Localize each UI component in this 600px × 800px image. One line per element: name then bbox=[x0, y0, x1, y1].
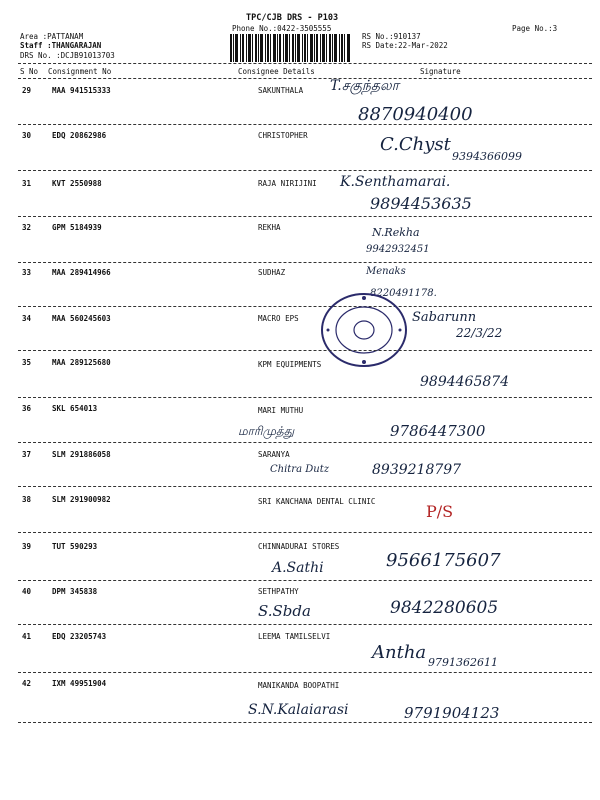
row-sno: 35 bbox=[22, 358, 32, 367]
column-sno: S No bbox=[20, 67, 39, 76]
row-signature: N.Rekha bbox=[372, 226, 420, 239]
row-consignee: CHRISTOPHER bbox=[258, 131, 308, 140]
row-divider bbox=[18, 124, 592, 125]
staff-label: Staff :THANGARAJAN bbox=[20, 41, 102, 50]
phone-number: Phone No.:0422-3505555 bbox=[232, 24, 332, 33]
row-signature: S.N.Kalaiarasi bbox=[248, 702, 349, 718]
row-handwritten-phone: 9894453635 bbox=[370, 194, 472, 213]
row-sno: 36 bbox=[22, 404, 32, 413]
row-handwritten-phone: 9791362611 bbox=[428, 656, 498, 669]
row-consignment: MAA 289125680 bbox=[52, 358, 111, 367]
row-consignee: SUDHAZ bbox=[258, 268, 286, 277]
document-title: TPC/CJB DRS - P103 bbox=[246, 13, 339, 23]
row-signature: T.சகுந்தலா bbox=[330, 78, 399, 94]
rs-date: RS Date:22-Mar-2022 bbox=[362, 41, 448, 50]
row-consignment: EDQ 20862986 bbox=[52, 131, 107, 140]
row-sno: 37 bbox=[22, 450, 32, 459]
row-consignment: KVT 2550988 bbox=[52, 179, 102, 188]
row-consignment: SLM 291886058 bbox=[52, 450, 111, 459]
row-divider bbox=[18, 580, 592, 581]
header-top-rule bbox=[18, 63, 592, 64]
row-handwritten-date: 22/3/22 bbox=[456, 326, 503, 340]
row-divider bbox=[18, 350, 592, 351]
column-signature: Signature bbox=[420, 67, 461, 76]
row-handwritten-phone: 9894465874 bbox=[420, 374, 510, 390]
row-signature: Menaks bbox=[366, 266, 406, 277]
row-handwritten-phone: 9786447300 bbox=[390, 422, 486, 440]
row-consignment: GPM 5184939 bbox=[52, 223, 102, 232]
row-handwritten-phone: 9566175607 bbox=[386, 550, 501, 571]
row-handwritten-phone: 8220491178. bbox=[370, 288, 437, 299]
row-handwritten-phone: 8939218797 bbox=[372, 462, 462, 478]
postal-stamp bbox=[318, 290, 410, 370]
row-sno: 34 bbox=[22, 314, 32, 323]
row-divider bbox=[18, 722, 592, 723]
row-sno: 41 bbox=[22, 632, 32, 641]
row-sno: 42 bbox=[22, 679, 32, 688]
row-sno: 32 bbox=[22, 223, 32, 232]
barcode bbox=[230, 34, 350, 62]
row-signature: Chitra Dutz bbox=[270, 464, 329, 475]
row-consignee: KPM EQUIPMENTS bbox=[258, 360, 322, 369]
row-handwritten-phone: 9942932451 bbox=[366, 244, 430, 255]
row-consignment: SKL 654013 bbox=[52, 404, 98, 413]
row-handwritten-phone: 9791904123 bbox=[404, 704, 500, 722]
row-sno: 38 bbox=[22, 495, 32, 504]
row-sno: 30 bbox=[22, 131, 32, 140]
row-sno: 39 bbox=[22, 542, 32, 551]
row-remark: P/S bbox=[426, 502, 454, 521]
row-consignment: EDQ 23205743 bbox=[52, 632, 107, 641]
row-divider bbox=[18, 397, 592, 398]
row-signature: S.Sbda bbox=[258, 602, 311, 620]
row-handwritten-phone: 9394366099 bbox=[452, 150, 522, 163]
header-bottom-rule bbox=[18, 78, 592, 79]
row-consignment: MAA 289414966 bbox=[52, 268, 111, 277]
row-divider bbox=[18, 624, 592, 625]
row-consignee: MARI MUTHU bbox=[258, 406, 304, 415]
row-consignee: LEEMA TAMILSELVI bbox=[258, 632, 331, 641]
row-handwritten-phone: 9842280605 bbox=[390, 598, 499, 618]
row-consignee: RAJA NIRIJINI bbox=[258, 179, 317, 188]
row-consignee: SARANYA bbox=[258, 450, 290, 459]
row-consignee: MANIKANDA BOOPATHI bbox=[258, 681, 340, 690]
row-consignee: SRI KANCHANA DENTAL CLINIC bbox=[258, 497, 376, 506]
column-consignment: Consignment No bbox=[48, 67, 112, 76]
row-handwritten-phone: 8870940400 bbox=[358, 104, 473, 125]
row-divider bbox=[18, 216, 592, 217]
row-consignee: MACRO EPS bbox=[258, 314, 299, 323]
row-signature: மாரிமுத்து bbox=[238, 424, 295, 438]
row-consignee: CHINNADURAI STORES bbox=[258, 542, 340, 551]
row-signature: C.Chyst bbox=[380, 134, 451, 155]
row-consignee: REKHA bbox=[258, 223, 281, 232]
row-divider bbox=[18, 442, 592, 443]
row-divider bbox=[18, 672, 592, 673]
row-consignee: SETHPATHY bbox=[258, 587, 299, 596]
row-divider bbox=[18, 306, 592, 307]
row-consignment: DPM 345838 bbox=[52, 587, 98, 596]
row-sno: 31 bbox=[22, 179, 32, 188]
rs-number: RS No.:910137 bbox=[362, 32, 421, 41]
row-consignment: IXM 49951904 bbox=[52, 679, 107, 688]
row-consignment: MAA 941515333 bbox=[52, 86, 111, 95]
row-signature: Sabarunn bbox=[412, 310, 477, 325]
row-consignee: SAKUNTHALA bbox=[258, 86, 304, 95]
row-consignment: TUT 590293 bbox=[52, 542, 98, 551]
area-label: Area :PATTANAM bbox=[20, 32, 84, 41]
row-divider bbox=[18, 532, 592, 533]
page-number: Page No.:3 bbox=[512, 24, 558, 33]
row-sno: 40 bbox=[22, 587, 32, 596]
row-divider bbox=[18, 486, 592, 487]
row-signature: K.Senthamarai. bbox=[340, 174, 451, 190]
row-divider bbox=[18, 170, 592, 171]
row-signature: Antha bbox=[372, 642, 427, 663]
row-consignment: SLM 291900982 bbox=[52, 495, 111, 504]
row-consignment: MAA 560245603 bbox=[52, 314, 111, 323]
drs-number: DRS No. :DCJB91013703 bbox=[20, 51, 115, 60]
column-consignee: Consignee Details bbox=[238, 67, 315, 76]
row-sno: 33 bbox=[22, 268, 32, 277]
row-signature: A.Sathi bbox=[272, 560, 324, 576]
row-divider bbox=[18, 262, 592, 263]
row-sno: 29 bbox=[22, 86, 32, 95]
